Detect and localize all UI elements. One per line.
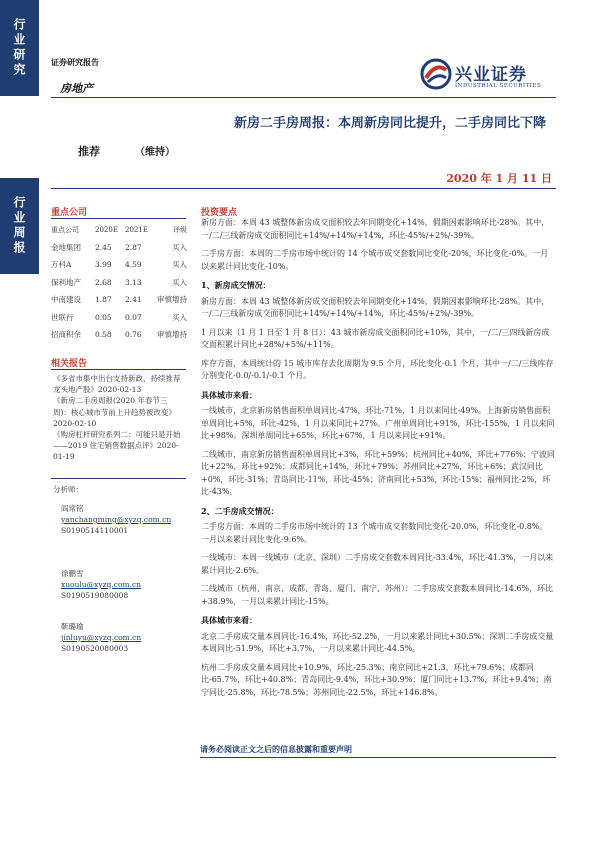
table-row [51, 274, 187, 292]
body-paragraph: 一线城市：本周一线城市（北京、深圳）二手房成交套数本周同比-33.4%，环比-41.3%，一月以来累计同比-2.6%。 [201, 553, 554, 575]
table-header-cell: 重点公司 [51, 225, 79, 234]
table-row [51, 326, 187, 344]
eps-2021: 4.59 [125, 260, 142, 270]
sidebar-label-weekly: 行业周报 [0, 178, 39, 274]
footer-divider [200, 757, 556, 758]
related-reports-list [53, 373, 185, 463]
date-divider [51, 188, 556, 189]
body-paragraph: 二线城市，南京新房销售面积单周同比+3%，环比+59%；杭州同比+40%，环比+776%；宁波同比+22%，环比+92%；成都同比+14%，环比+79%；苏州同比+27%，环比+6%；武汉同比+0%，环比-31%；青岛同比-11%，环比-45%；济南同比+53%，环比-15%；福州同比-2%，环比-43%。 [201, 449, 555, 496]
table-row [51, 239, 187, 257]
eps-2020: 3.99 [95, 260, 112, 270]
investment-points-heading: 投资要点 [201, 208, 238, 218]
report-title: 新房二手房周报：本周新房同比提升，二手房同比下降 [233, 116, 546, 131]
body-paragraph: 新房方面：本周 43 城整体新房成交面积较去年同期变化+14%，假期因素影响环比-28%。其中，一/二/三线新房成交面积同比+14%/+14%/+14%，环比-45%/+2%/-39%。 [201, 296, 550, 318]
header-divider [51, 97, 556, 98]
body-subheading: 具体城市来看： [201, 389, 257, 400]
table-header-cell: 评级 [173, 225, 187, 234]
analyst-id: S0190514110001 [61, 526, 129, 535]
company-name: 万科A [51, 260, 72, 270]
key-companies-table [51, 221, 187, 344]
company-rating: 买入 [172, 312, 187, 322]
body-paragraph: 二手房方面：本周的二手房市场中统计的 14 个城市成交套数同比变化-20%，环比变化-0%。一月以来累计同比变化-10%。 [201, 249, 549, 271]
body-paragraph: 库存方面，本周统计的 15 城市库存去化周期为 9.5 个月，环比变化-0.1 个月，其中一/二/三线库存分别变化-0.0/-0.1/-0.1 个月。 [201, 358, 554, 380]
table-row [51, 291, 187, 309]
company-rating: 买入 [172, 260, 187, 270]
analyst-name: 靳璐瑜 [61, 622, 84, 631]
body-paragraph: 二线城市（杭州、南京、成都、青岛、厦门、南宁、苏州）：二手房成交套数本周同比-14.6%，环比+38.9%，一月以来累计同比-15%。 [201, 584, 554, 606]
report-type: 证券研究报告 [51, 57, 99, 67]
body-paragraph: 二手房方面：本周的二手房市场中统计的 13 个城市成交套数同比变化-20.0%，环比变化-0.8%。一月以来累计同比变化-9.6%。 [201, 522, 548, 544]
analyst-email[interactable]: yanchangming@xyzq.com.cn [61, 515, 172, 524]
body-paragraph: 一线城市，北京新房销售面积单周同比-47%，环比-71%，1 月以来同比-49%。上海新房销售面积单周同比+5%，环比-42%，1 月以来同比+27%。广州单周同比+91%，环比-155%，1 月以来同比+98%。深圳单周同比+65%，环比+67%，1 月以来同比+91%。 [201, 406, 555, 440]
related-report-link[interactable]: 《新房二手房周报(2020 年春节三周)：核心城市节前上升趋势被改变》2020-02-10 [53, 396, 176, 428]
analyst-name: 阎常铭 [61, 504, 84, 513]
analyst-box [51, 478, 186, 688]
company-name: 招商积余 [51, 330, 81, 340]
table-row [51, 309, 187, 327]
analyst-id: S0190520080003 [61, 644, 129, 653]
analyst-id: S0190519080008 [61, 591, 129, 600]
disclaimer: 请务必阅读正文之后的信息披露和重要声明 [200, 744, 352, 754]
logo-text: 兴业证券 [455, 65, 527, 85]
analyst-email[interactable]: jinluyu@xyzq.com.cn [61, 633, 142, 642]
logo-subtext: INDUSTRIAL SECURITIES [455, 83, 542, 89]
company-rating: 买入 [172, 277, 187, 287]
related-reports-heading: 相关报告 [51, 359, 88, 369]
eps-2020: 0.58 [95, 330, 112, 340]
company-rating: 审慎增持 [157, 295, 187, 305]
eps-2020: 1.87 [95, 295, 112, 305]
rating-note: （维持） [135, 147, 175, 158]
related-reports-divider [51, 369, 186, 370]
body-paragraph: 杭州二手房成交量本周同比+10.9%，环比-25.3%；南京同比+21.3，环比+79.6%；成都同比-65.7%，环比+40.8%；青岛同比-9.4%，环比+30.9%；厦门同比+13.7%，环比+9.4%；南宁同比-25.8%，环比-78.5%；苏州同比-22.5%，环比+146.8%。 [201, 662, 552, 697]
body-paragraph: 新房方面：本周 43 城整体新房成交面积较去年同期变化+14%，假期因素影响环比-28%。其中，一/二/三线新房成交面积同比+14%/+14%/+14%，环比-45%/+2%/-39%。 [201, 218, 550, 240]
analyst-entry [61, 502, 186, 537]
report-date: 2020 年 1 月 11 日 [446, 172, 552, 185]
eps-2021: 2.41 [125, 295, 142, 305]
body-subheading: 1、新房成交情况： [201, 280, 271, 290]
body-subheading: 具体城市来看： [201, 615, 257, 625]
analyst-name: 徐鹏雪 [61, 569, 84, 578]
company-rating: 审慎增持 [157, 330, 187, 340]
body-subheading: 2、二手房成交情况： [201, 505, 279, 516]
table-header-cell: 2020E [95, 225, 118, 234]
sidebar-label-research: 行业研究 [0, 0, 39, 96]
body-paragraph: 北京二手房成交量本周同比-16.4%，环比-52.2%，一月以来累计同比+30.5%；深圳二手房成交量本周同比-51.9%，环比+3.7%，一月以来累计同比-44.5%。 [201, 631, 554, 653]
key-companies-heading: 重点公司 [51, 208, 88, 218]
analyst-entry [61, 567, 186, 602]
company-name: 金地集团 [51, 242, 81, 252]
company-logo-icon [420, 58, 452, 90]
analyst-entry [61, 620, 186, 655]
key-companies-divider [51, 218, 186, 219]
related-report-link[interactable]: 《多省市集中出台支持新政，持续推荐龙头地产股》2020-02-13 [53, 374, 181, 395]
company-rating: 买入 [172, 242, 187, 252]
company-name: 保利地产 [51, 277, 81, 287]
analysts-heading: 分析师： [53, 485, 83, 494]
eps-2020: 2.68 [95, 277, 112, 287]
body-paragraph: 1 月以来（1 月 1 日至 1 月 8 日）：43 城市新房成交面积同比+10%，其中，一/二/三四线新房成交面积累计同比+28%/+5%/+11%。 [201, 327, 550, 349]
rating-label: 推荐 [78, 145, 100, 158]
table-header-cell: 2021E [125, 225, 148, 234]
eps-2020: 2.45 [95, 242, 112, 252]
eps-2021: 2.87 [125, 242, 142, 252]
eps-2020: 0.05 [95, 312, 112, 322]
table-row [51, 256, 187, 274]
company-name: 中南建设 [51, 295, 81, 305]
eps-2021: 0.76 [125, 330, 142, 340]
analyst-email[interactable]: xuoulu@xyzq.com.cn [61, 580, 141, 589]
table-header-row [51, 221, 187, 239]
company-name: 世联行 [51, 312, 74, 322]
report-body [201, 217, 555, 705]
eps-2021: 0.07 [125, 312, 142, 322]
eps-2021: 3.13 [125, 277, 142, 287]
related-report-link[interactable]: 《购房杠杆研究系列二：可能只是开始——2019 住宅销售数据点评》2020-01-19 [53, 430, 181, 462]
industry-label: 房地产 [60, 82, 93, 95]
